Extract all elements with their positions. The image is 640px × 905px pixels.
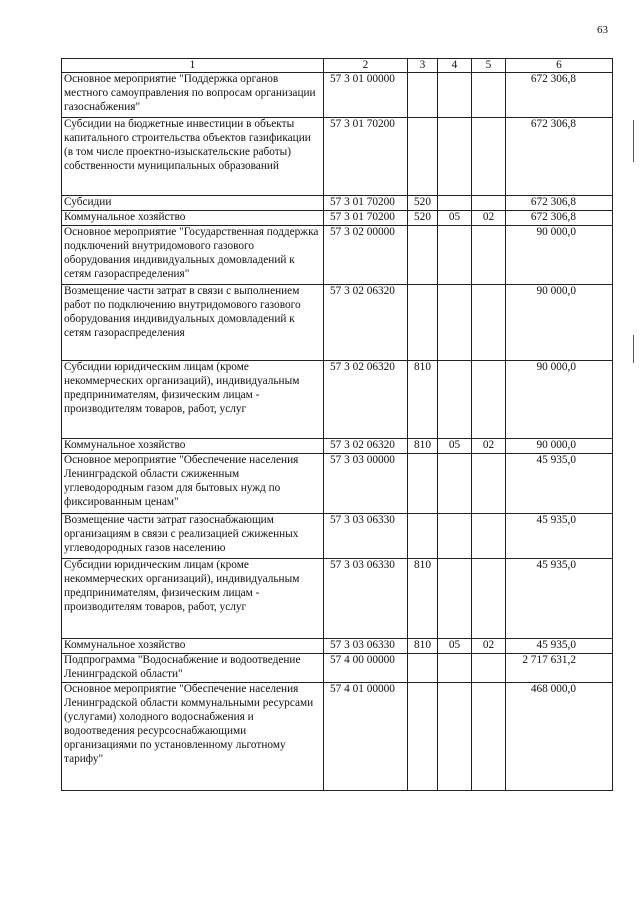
subsection (472, 454, 506, 514)
item-name: Возмещение части затрат в связи с выполнением работ по подключению внутридомового газового оборудования индивидуальных домовладений к сетям газораспределения (62, 285, 324, 361)
expense-type: 810 (408, 361, 438, 439)
page-number: 63 (597, 24, 608, 36)
expense-type (408, 454, 438, 514)
expense-type (408, 118, 438, 196)
section (438, 514, 472, 559)
scan-edge-mark-bottom (633, 335, 634, 363)
expense-type (408, 285, 438, 361)
section (438, 226, 472, 285)
item-name: Возмещение части затрат газоснабжающим организациям в связи с реализацией сжиженных углеводородных газов населению (62, 514, 324, 559)
section: 05 (438, 439, 472, 454)
item-sum: 45 935,0 (506, 454, 613, 514)
table-row (62, 226, 613, 285)
table-row (62, 118, 613, 196)
item-name: Основное мероприятие "Обеспечение населения Ленинградской области коммунальными ресурсами (услугами) холодного водоснабжения и водоотведения ресурсоснабжающими организациями по установленному льготному тарифу" (62, 683, 324, 791)
expense-type: 810 (408, 559, 438, 639)
section: 05 (438, 639, 472, 654)
table-row (62, 73, 613, 118)
section (438, 118, 472, 196)
subsection (472, 683, 506, 791)
subsection: 02 (472, 439, 506, 454)
item-name: Основное мероприятие "Поддержка органов местного самоуправления по вопросам организации газоснабжения" (62, 73, 324, 118)
section (438, 285, 472, 361)
item-sum: 90 000,0 (506, 285, 613, 361)
table-row (62, 654, 613, 683)
item-name: Коммунальное хозяйство (62, 211, 324, 226)
item-code: 57 3 01 00000 (324, 73, 408, 118)
item-code: 57 3 03 00000 (324, 454, 408, 514)
subsection (472, 285, 506, 361)
item-sum: 90 000,0 (506, 439, 613, 454)
item-code: 57 3 02 00000 (324, 226, 408, 285)
section (438, 454, 472, 514)
section (438, 73, 472, 118)
subsection (472, 226, 506, 285)
item-code: 57 3 02 06320 (324, 285, 408, 361)
expense-type (408, 683, 438, 791)
item-code: 57 3 01 70200 (324, 211, 408, 226)
subsection (472, 514, 506, 559)
subsection (472, 559, 506, 639)
expense-type: 810 (408, 439, 438, 454)
table-row (62, 639, 613, 654)
item-code: 57 3 02 06320 (324, 439, 408, 454)
table-row (62, 683, 613, 791)
item-name: Субсидии юридическим лицам (кроме некоммерческих организаций), индивидуальным предпринимателям, физическим лицам - производителям товаров, работ, услуг (62, 559, 324, 639)
subsection (472, 118, 506, 196)
table-row (62, 439, 613, 454)
scan-edge-mark-top (633, 120, 634, 162)
expense-type: 810 (408, 639, 438, 654)
column-header: 6 (506, 59, 613, 73)
item-name: Субсидии (62, 196, 324, 211)
budget-table (61, 58, 613, 791)
table-row (62, 211, 613, 226)
section (438, 683, 472, 791)
item-code: 57 3 02 06320 (324, 361, 408, 439)
expense-type: 520 (408, 196, 438, 211)
section (438, 654, 472, 683)
item-sum: 672 306,8 (506, 73, 613, 118)
item-name: Субсидии на бюджетные инвестиции в объекты капитального строительства объектов газификации (в том числе проектно-изыскательские работы) собственности муниципальных образований (62, 118, 324, 196)
item-sum: 90 000,0 (506, 361, 613, 439)
item-code: 57 3 03 06330 (324, 514, 408, 559)
item-name: Субсидии юридическим лицам (кроме некоммерческих организаций), индивидуальным предпринимателям, физическим лицам - производителям товаров, работ, услуг (62, 361, 324, 439)
item-name: Основное мероприятие "Государственная поддержка подключений внутридомового газового оборудования индивидуальных домовладений к сетям газораспределения" (62, 226, 324, 285)
expense-type (408, 654, 438, 683)
subsection (472, 73, 506, 118)
item-sum: 90 000,0 (506, 226, 613, 285)
item-sum: 45 935,0 (506, 514, 613, 559)
item-sum: 45 935,0 (506, 559, 613, 639)
item-name: Подпрограмма "Водоснабжение и водоотведение Ленинградской области" (62, 654, 324, 683)
item-code: 57 3 03 06330 (324, 639, 408, 654)
subsection: 02 (472, 639, 506, 654)
item-code: 57 4 01 00000 (324, 683, 408, 791)
item-name: Коммунальное хозяйство (62, 639, 324, 654)
table-row (62, 196, 613, 211)
expense-type: 520 (408, 211, 438, 226)
item-sum: 672 306,8 (506, 211, 613, 226)
item-sum: 468 000,0 (506, 683, 613, 791)
item-code: 57 3 01 70200 (324, 118, 408, 196)
section (438, 559, 472, 639)
column-header: 3 (408, 59, 438, 73)
section (438, 196, 472, 211)
subsection (472, 654, 506, 683)
item-sum: 45 935,0 (506, 639, 613, 654)
expense-type (408, 73, 438, 118)
section: 05 (438, 211, 472, 226)
item-sum: 672 306,8 (506, 118, 613, 196)
item-code: 57 3 03 06330 (324, 559, 408, 639)
table-header-row (62, 59, 613, 73)
item-sum: 672 306,8 (506, 196, 613, 211)
subsection (472, 196, 506, 211)
column-header: 1 (62, 59, 324, 73)
table-row (62, 514, 613, 559)
item-sum: 2 717 631,2 (506, 654, 613, 683)
item-code: 57 3 01 70200 (324, 196, 408, 211)
section (438, 361, 472, 439)
expense-type (408, 514, 438, 559)
table-row (62, 559, 613, 639)
subsection (472, 361, 506, 439)
expense-type (408, 226, 438, 285)
column-header: 5 (472, 59, 506, 73)
table-row (62, 361, 613, 439)
item-code: 57 4 00 00000 (324, 654, 408, 683)
item-name: Коммунальное хозяйство (62, 439, 324, 454)
table-row (62, 285, 613, 361)
column-header: 2 (324, 59, 408, 73)
item-name: Основное мероприятие "Обеспечение населения Ленинградской области сжиженным углеводородным газом для бытовых нужд по фиксированным ценам" (62, 454, 324, 514)
column-header: 4 (438, 59, 472, 73)
table-row (62, 454, 613, 514)
subsection: 02 (472, 211, 506, 226)
